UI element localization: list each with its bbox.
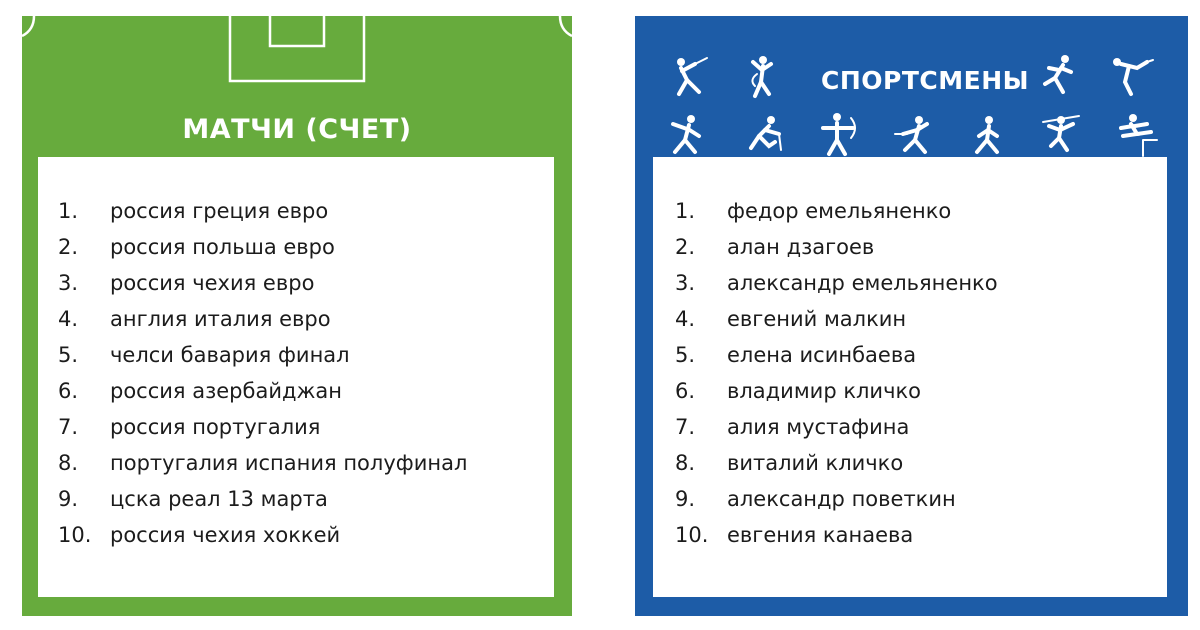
rank-number: 10. bbox=[675, 523, 709, 547]
athletes-list-card bbox=[653, 157, 1167, 597]
rank-number: 4. bbox=[58, 307, 79, 331]
list-item bbox=[675, 301, 998, 337]
rank-number: 1. bbox=[58, 199, 79, 223]
match-label: россия португалия bbox=[110, 415, 321, 439]
list-item bbox=[58, 481, 467, 517]
match-label: россия чехия хоккей bbox=[110, 523, 341, 547]
rank-number: 8. bbox=[675, 451, 696, 475]
rank-number: 5. bbox=[58, 343, 79, 367]
matches-list bbox=[58, 193, 467, 553]
athlete-name: виталий кличко bbox=[727, 451, 904, 475]
match-label: португалия испания полуфинал bbox=[110, 451, 468, 475]
list-item bbox=[675, 265, 998, 301]
match-label: англия италия евро bbox=[110, 307, 331, 331]
athlete-name: федор емельяненко bbox=[727, 199, 952, 223]
pole-vault-icon bbox=[1039, 112, 1085, 158]
list-item bbox=[675, 409, 998, 445]
list-item bbox=[58, 517, 467, 553]
rank-number: 2. bbox=[58, 235, 79, 259]
rank-number: 8. bbox=[58, 451, 79, 475]
rank-number: 4. bbox=[675, 307, 696, 331]
match-label: россия азербайджан bbox=[110, 379, 343, 403]
weightlifting-icon bbox=[891, 112, 939, 158]
rank-number: 3. bbox=[675, 271, 696, 295]
list-item bbox=[675, 193, 998, 229]
list-item bbox=[675, 517, 998, 553]
match-label: россия греция евро bbox=[110, 199, 329, 223]
rank-number: 1. bbox=[675, 199, 696, 223]
athlete-name: алан дзагоев bbox=[727, 235, 875, 259]
matches-panel bbox=[22, 16, 572, 616]
list-item bbox=[58, 229, 467, 265]
list-item bbox=[58, 373, 467, 409]
matches-list-card bbox=[38, 157, 554, 597]
athlete-name: евгений малкин bbox=[727, 307, 907, 331]
rank-number: 2. bbox=[675, 235, 696, 259]
list-item bbox=[675, 445, 998, 481]
running-icon bbox=[1035, 52, 1081, 98]
list-item bbox=[58, 445, 467, 481]
rank-number: 10. bbox=[58, 523, 92, 547]
list-item bbox=[58, 193, 467, 229]
match-label: россия чехия евро bbox=[110, 271, 315, 295]
rank-number: 3. bbox=[58, 271, 79, 295]
archery-icon bbox=[815, 110, 861, 158]
athlete-name: алия мустафина bbox=[727, 415, 910, 439]
athlete-name: елена исинбаева bbox=[727, 343, 917, 367]
hurdles-icon bbox=[1113, 110, 1159, 160]
rank-number: 5. bbox=[675, 343, 696, 367]
list-item bbox=[58, 265, 467, 301]
athletes-panel bbox=[635, 16, 1188, 616]
athlete-name: александр поветкин bbox=[727, 487, 956, 511]
fencing-icon bbox=[665, 54, 711, 100]
sprint-icon bbox=[965, 112, 1011, 158]
athlete-name: александр емельяненко bbox=[727, 271, 998, 295]
rank-number: 9. bbox=[675, 487, 696, 511]
martial-arts-icon bbox=[665, 112, 711, 158]
football-field-lines-icon bbox=[22, 16, 572, 126]
list-item bbox=[675, 337, 998, 373]
gymnastics-icon bbox=[739, 52, 785, 100]
rank-number: 7. bbox=[675, 415, 696, 439]
list-item bbox=[58, 301, 467, 337]
rank-number: 7. bbox=[58, 415, 79, 439]
match-label: цска реал 13 марта bbox=[110, 487, 328, 511]
list-item bbox=[58, 409, 467, 445]
athletes-title: СПОРТСМЕНЫ bbox=[821, 66, 1030, 95]
list-item bbox=[675, 229, 998, 265]
rank-number: 9. bbox=[58, 487, 79, 511]
diving-icon bbox=[1107, 52, 1157, 98]
list-item bbox=[675, 373, 998, 409]
athlete-name: евгения канаева bbox=[727, 523, 914, 547]
athletes-list bbox=[675, 193, 998, 553]
rank-number: 6. bbox=[58, 379, 79, 403]
list-item bbox=[675, 481, 998, 517]
matches-title: МАТЧИ (СЧЕТ) bbox=[182, 114, 412, 145]
list-item bbox=[58, 337, 467, 373]
match-label: россия польша евро bbox=[110, 235, 335, 259]
match-label: челси бавария финал bbox=[110, 343, 350, 367]
athlete-name: владимир кличко bbox=[727, 379, 922, 403]
rank-number: 6. bbox=[675, 379, 696, 403]
hockey-icon bbox=[741, 112, 787, 158]
